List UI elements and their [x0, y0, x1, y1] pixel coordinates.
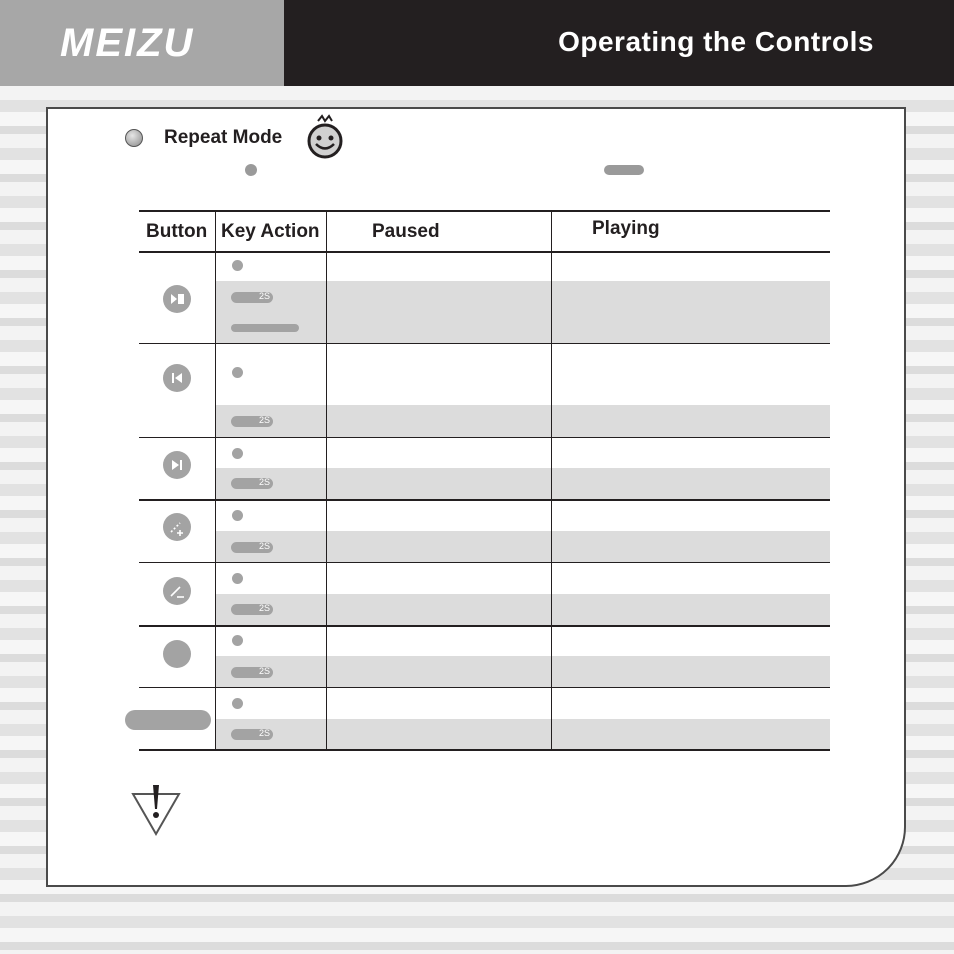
press-action-icon	[232, 367, 243, 378]
warning-icon	[130, 784, 182, 838]
table-rule	[139, 210, 830, 212]
previous-track-icon	[163, 364, 191, 392]
row-shade	[215, 719, 830, 749]
press-action-icon	[232, 510, 243, 521]
repeat-mode-face-icon	[305, 113, 345, 161]
brand-header	[0, 0, 284, 86]
row-shade	[215, 468, 830, 499]
row-shade	[215, 281, 830, 343]
press-action-icon	[232, 448, 243, 459]
column-header-button: Button	[146, 221, 208, 242]
page-title: Operating the Controls	[558, 26, 874, 57]
hold-action-icon	[231, 416, 273, 427]
hold-legend-icon	[604, 165, 644, 175]
hold-duration-label: 2S	[258, 666, 270, 676]
volume-up-icon	[163, 513, 191, 541]
next-track-icon	[163, 451, 191, 479]
brand-text: MEIZU	[60, 22, 195, 62]
column-header-key-action: Key Action	[221, 221, 320, 242]
column-header-paused: Paused	[372, 221, 440, 242]
table-rule	[139, 687, 830, 688]
table-rule	[139, 562, 830, 563]
long-button-icon	[125, 710, 211, 730]
table-rule	[139, 749, 830, 751]
hold-action-icon	[231, 604, 273, 615]
meizu-logo	[60, 22, 228, 62]
table-rule	[139, 437, 830, 438]
hold-duration-label: 2S	[258, 728, 270, 738]
press-action-icon	[232, 698, 243, 709]
hold-duration-label: 2S	[258, 415, 270, 425]
title-header	[284, 0, 954, 86]
press-action-icon	[232, 573, 243, 584]
row-shade	[215, 405, 830, 437]
hold-action-icon	[231, 729, 273, 740]
hold-duration-label: 2S	[258, 541, 270, 551]
row-shade	[215, 656, 830, 687]
hold-action-icon	[231, 542, 273, 553]
row-shade	[215, 531, 830, 562]
hold-duration-label: 2S	[258, 291, 270, 301]
press-action-icon	[232, 635, 243, 646]
play-pause-icon	[163, 285, 191, 313]
volume-down-icon	[163, 577, 191, 605]
hold-action-icon	[231, 292, 273, 303]
section-bullet-icon	[125, 129, 143, 147]
hold-duration-label: 2S	[258, 477, 270, 487]
hold-duration-label: 2S	[258, 603, 270, 613]
table-rule	[139, 251, 830, 253]
section-title: Repeat Mode	[164, 127, 283, 148]
column-divider	[551, 210, 552, 749]
long-hold-action-icon	[231, 324, 299, 332]
press-action-icon	[232, 260, 243, 271]
hold-action-icon	[231, 667, 273, 678]
column-divider	[215, 210, 216, 749]
round-button-icon	[163, 640, 191, 668]
table-rule	[139, 343, 830, 344]
column-header-playing: Playing	[592, 218, 660, 239]
table-rule	[139, 499, 830, 501]
press-legend-icon	[245, 164, 257, 176]
table-rule	[139, 625, 830, 627]
column-divider	[326, 210, 327, 749]
row-shade	[215, 594, 830, 625]
hold-action-icon	[231, 478, 273, 489]
